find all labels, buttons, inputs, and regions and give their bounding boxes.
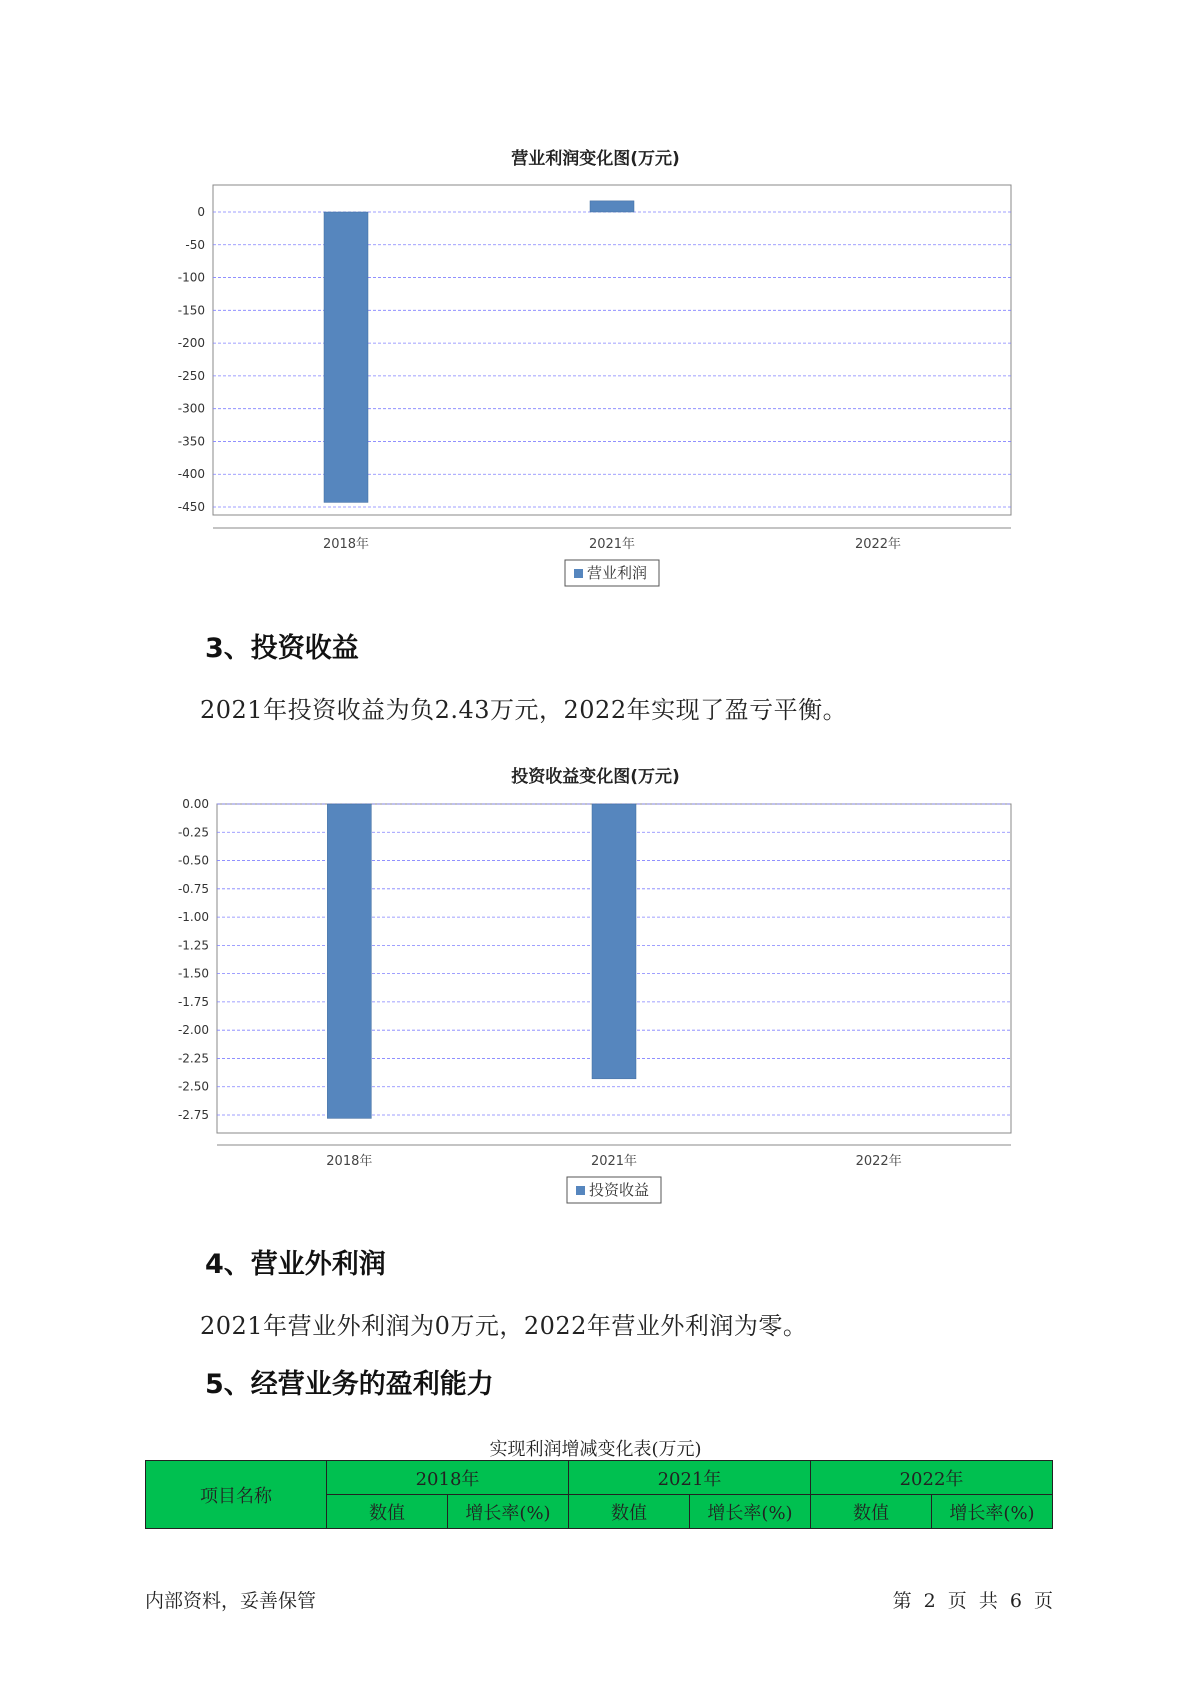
investment-income-y-tick-label: -0.75 xyxy=(177,881,209,896)
table-header-row xyxy=(146,1461,1053,1495)
investment-income-x-tick-label: 2022年 xyxy=(855,1154,902,1169)
investment-income-y-tick-label: -2.75 xyxy=(177,1108,209,1122)
operating-profit-y-tick-label: -350 xyxy=(177,434,205,449)
investment-chart-title: 投资收益变化图(万元) xyxy=(511,767,680,787)
operating-profit-x-tick-label: 2018年 xyxy=(322,537,370,552)
footer-confidential-note: 内部资料，妥善保管 xyxy=(145,1590,317,1612)
investment-income-y-tick-label: -2.50 xyxy=(177,1079,209,1094)
footer-page-number: 第 2 页 共 6 页 xyxy=(892,1590,1053,1612)
operating-profit-y-tick-label: -250 xyxy=(177,368,205,383)
operating-profit-chart xyxy=(0,170,1191,590)
growth-rate-header: 增长率(%) xyxy=(932,1495,1053,1529)
investment-income-x-tick-label: 2018年 xyxy=(326,1154,373,1169)
operating-profit-y-tick-label: -400 xyxy=(177,467,205,482)
item-name-header: 项目名称 xyxy=(146,1461,327,1529)
year-header-2022: 2022年 xyxy=(811,1461,1053,1495)
operating-profit-y-tick-label: -200 xyxy=(177,336,205,351)
operating-profit-x-tick-label: 2021年 xyxy=(588,537,636,552)
investment-income-y-tick-label: -1.25 xyxy=(177,938,209,953)
profit-change-table xyxy=(145,1460,1053,1529)
section-heading-investment: 3、投资收益 xyxy=(205,633,359,664)
operating-profit-y-tick-label: 0 xyxy=(197,205,205,219)
investment-income-legend-label: 投资收益 xyxy=(589,1181,650,1199)
investment-income-x-tick-label: 2021年 xyxy=(590,1154,638,1169)
investment-income-chart xyxy=(0,790,1191,1210)
operating-profit-bar-2021 xyxy=(590,201,634,212)
investment-income-bar-2018 xyxy=(327,804,371,1118)
growth-rate-header: 增长率(%) xyxy=(448,1495,569,1529)
investment-income-y-tick-label: -2.25 xyxy=(177,1051,209,1066)
investment-income-y-tick-label: -0.25 xyxy=(177,825,209,840)
value-header: 数值 xyxy=(811,1495,932,1529)
investment-income-bar-2021 xyxy=(592,804,636,1079)
section-heading-profitability: 5、经营业务的盈利能力 xyxy=(205,1369,494,1400)
year-header-2018: 2018年 xyxy=(327,1461,569,1495)
investment-income-y-tick-label: 0.00 xyxy=(182,797,209,811)
investment-income-y-tick-label: -1.50 xyxy=(177,966,209,981)
section-heading-nonoperating: 4、营业外利润 xyxy=(205,1249,386,1280)
table-caption: 实现利润增减变化表(万元) xyxy=(489,1439,702,1460)
investment-paragraph: 2021年投资收益为负2.43万元，2022年实现了盈亏平衡。 xyxy=(200,696,848,724)
investment-income-y-tick-label: -1.00 xyxy=(177,910,209,925)
operating-profit-legend-swatch xyxy=(574,569,583,578)
operating-profit-y-tick-label: -150 xyxy=(177,303,205,318)
operating-profit-y-tick-label: -50 xyxy=(185,237,205,252)
investment-income-legend-swatch xyxy=(576,1186,585,1195)
operating-profit-y-tick-label: -300 xyxy=(177,401,205,416)
value-header: 数值 xyxy=(569,1495,690,1529)
investment-income-y-tick-label: -2.00 xyxy=(177,1023,209,1038)
operating-profit-bar-2018 xyxy=(324,212,368,502)
operating-profit-legend-label: 营业利润 xyxy=(587,564,648,582)
value-header: 数值 xyxy=(327,1495,448,1529)
operating-profit-y-tick-label: -450 xyxy=(177,500,205,514)
operating-profit-y-tick-label: -100 xyxy=(177,270,205,285)
operating-profit-chart-title: 营业利润变化图(万元) xyxy=(511,149,680,169)
investment-income-y-tick-label: -0.50 xyxy=(177,853,209,868)
growth-rate-header: 增长率(%) xyxy=(690,1495,811,1529)
investment-income-y-tick-label: -1.75 xyxy=(177,994,209,1009)
year-header-2021: 2021年 xyxy=(569,1461,811,1495)
operating-profit-x-tick-label: 2022年 xyxy=(854,537,902,552)
nonoperating-paragraph: 2021年营业外利润为0万元，2022年营业外利润为零。 xyxy=(200,1312,808,1340)
